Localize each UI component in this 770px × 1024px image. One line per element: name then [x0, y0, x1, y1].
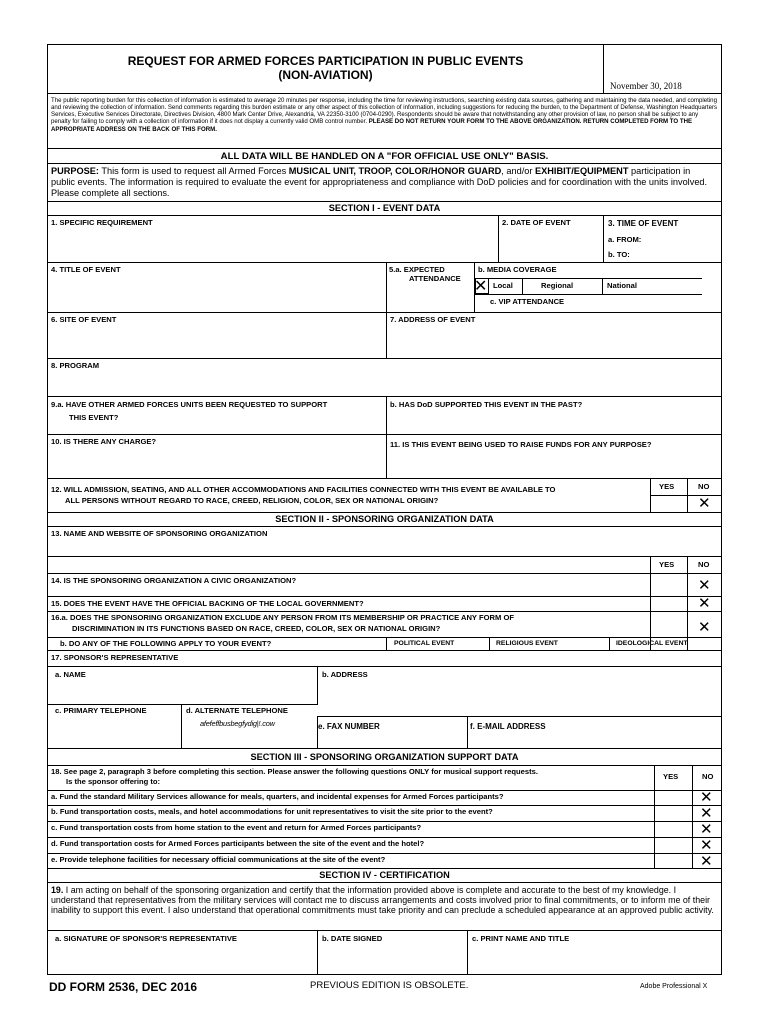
form-title-main: REQUEST FOR ARMED FORCES PARTICIPATION IN PUBLIC EVENTS: [127, 54, 524, 68]
col-divider: [467, 930, 468, 975]
yes-header: YES: [659, 482, 675, 491]
media-national-label: National: [607, 281, 637, 290]
col-divider: [498, 215, 499, 262]
checkbox-q12-no[interactable]: ✕: [698, 494, 711, 512]
field-3a-label: a. FROM:: [608, 235, 642, 244]
rule: [48, 930, 721, 931]
no-header: NO: [702, 772, 714, 781]
input-signature[interactable]: [49, 946, 315, 973]
field-5c-label: c. VIP ATTENDANCE: [490, 297, 565, 306]
col-divider: [386, 312, 387, 358]
col-divider: [609, 637, 610, 650]
rule: [48, 853, 721, 854]
previous-edition-note: PREVIOUS EDITION IS OBSOLETE.: [310, 980, 469, 991]
certification-statement: [51, 885, 715, 915]
field-1-label: 1. SPECIFIC REQUIREMENT: [51, 218, 153, 227]
field-3-label: 3. TIME OF EVENT: [608, 219, 679, 228]
no-header: NO: [698, 482, 710, 491]
certification-number: 19.: [51, 885, 64, 895]
rule: [48, 556, 721, 557]
field-3b-label: b. TO:: [608, 250, 630, 259]
field-9b-label: b. HAS DoD SUPPORTED THIS EVENT IN THE PAST?: [390, 400, 583, 409]
form-number: DD FORM 2536, DEC 2016: [49, 980, 198, 994]
field-16a-label-2: DISCRIMINATION IN ITS FUNCTIONS BASED ON RACE, CREED, COLOR, SEX OR NATIONAL ORIGIN?: [72, 624, 441, 633]
checkbox-q14-no[interactable]: ✕: [698, 576, 711, 594]
input-rep-name[interactable]: [49, 682, 315, 702]
rule: [48, 650, 721, 651]
field-15-label: 15. DOES THE EVENT HAVE THE OFFICIAL BACKING OF THE LOCAL GOVERNMENT?: [51, 599, 364, 608]
input-specific-requirement[interactable]: [49, 230, 497, 260]
field-14-label: 14. IS THE SPONSORING ORGANIZATION A CIVIC ORGANIZATION?: [51, 576, 297, 585]
input-date-signed[interactable]: [319, 946, 465, 973]
field-9a-label-2: THIS EVENT?: [69, 413, 119, 422]
input-title-of-event[interactable]: [49, 277, 384, 311]
rule: [48, 148, 721, 149]
field-17-label: 17. SPONSOR'S REPRESENTATIVE: [51, 653, 179, 662]
field-12-label-1: 12. WILL ADMISSION, SEATING, AND ALL OTHER ACCOMMODATIONS AND FACILITIES CONNECTED WITH THIS EVENT BE AVAILABLE TO: [51, 485, 556, 494]
rule: [317, 716, 721, 717]
option-political-event[interactable]: POLITICAL EVENT: [394, 640, 455, 647]
input-time-from[interactable]: [652, 233, 720, 246]
section-3-heading: SECTION III - SPONSORING ORGANIZATION SUPPORT DATA: [250, 752, 519, 762]
rule: [48, 478, 721, 479]
field-18a-label: a. Fund the standard Military Services allowance for meals, quarters, and incidental expenses for Armed Forces participants?: [51, 792, 504, 801]
field-17d-label: d. ALTERNATE TELEPHONE: [186, 706, 288, 715]
field-17f-label: f. E-MAIL ADDRESS: [470, 722, 546, 731]
checkbox-q18e-no[interactable]: ✕: [700, 852, 713, 870]
rule: [48, 93, 721, 94]
field-16b-label: b. DO ANY OF THE FOLLOWING APPLY TO YOUR EVENT?: [60, 639, 272, 648]
rule: [48, 868, 721, 869]
col-divider: [522, 278, 523, 294]
rule: [48, 611, 721, 612]
form-title-sub: (NON-AVIATION): [278, 67, 373, 82]
field-19c-label: c. PRINT NAME AND TITLE: [472, 934, 570, 943]
col-divider: [602, 278, 603, 294]
field-5b-label: b. MEDIA COVERAGE: [478, 265, 557, 274]
field-7-label: 7. ADDRESS OF EVENT: [390, 315, 476, 324]
checkbox-q16a-no[interactable]: ✕: [698, 618, 711, 636]
col-divider: [386, 262, 387, 312]
col-divider: [317, 930, 318, 975]
checkbox-q18b-no[interactable]: ✕: [700, 804, 713, 822]
purpose-statement: [51, 166, 716, 199]
col-divider: [650, 556, 651, 650]
no-header: NO: [698, 560, 710, 569]
field-19b-label: b. DATE SIGNED: [322, 934, 383, 943]
field-6-label: 6. SITE OF EVENT: [51, 315, 117, 324]
input-expected-attendance[interactable]: [388, 285, 472, 310]
input-any-charge[interactable]: [49, 449, 384, 477]
rule: [48, 434, 721, 435]
purpose-text-2: , and/or: [501, 166, 536, 176]
field-18-label-2: Is the sponsor offering to:: [66, 777, 161, 786]
input-rep-address[interactable]: [319, 682, 720, 714]
checkbox-q18c-no[interactable]: ✕: [700, 820, 713, 838]
input-date-of-event[interactable]: [500, 230, 602, 260]
certification-text: I am acting on behalf of the sponsoring organization and certify that the information provided above is complete and accurate to the best of my knowledge. I understand that representatives from the military services will contact me to discuss arrangements and costs involved prior to final commitments, or to inform me of their inability to support this event. I also understand that operational commitments must take priority and can preclude a scheduled appearance at an approved public activity.: [51, 885, 714, 916]
rule: [48, 526, 721, 527]
col-divider: [386, 637, 387, 650]
col-divider: [386, 396, 387, 434]
burden-statement: [51, 97, 718, 133]
rule: [48, 704, 318, 705]
input-site-of-event[interactable]: [49, 327, 384, 357]
input-sponsor-name-website[interactable]: [49, 541, 649, 555]
field-4-label: 4. TITLE OF EVENT: [51, 265, 121, 274]
rule: [48, 790, 721, 791]
field-5a-label-2: ATTENDANCE: [409, 274, 461, 283]
yes-header: YES: [659, 560, 675, 569]
col-divider: [467, 716, 468, 748]
rule: [48, 396, 721, 397]
rule: [48, 637, 721, 638]
field-17c-label: c. PRIMARY TELEPHONE: [55, 706, 147, 715]
input-vip-attendance[interactable]: [590, 296, 720, 310]
col-divider: [317, 666, 318, 704]
input-raise-funds[interactable]: [388, 452, 720, 477]
col-divider: [687, 556, 688, 650]
input-print-name-title[interactable]: [469, 946, 720, 973]
software-note: Adobe Professional X: [640, 983, 708, 990]
rule: [48, 201, 721, 202]
field-13-label: 13. NAME AND WEBSITE OF SPONSORING ORGANIZATION: [51, 529, 268, 538]
purpose-text-1: This form is used to request all Armed Forces: [99, 166, 289, 176]
col-divider: [386, 434, 387, 478]
input-alternate-telephone[interactable]: afefeffbusbegfydig|!.cow: [200, 719, 275, 728]
media-local-label: Local: [493, 281, 513, 290]
col-divider: [603, 215, 604, 262]
form-title: [48, 55, 603, 83]
input-email-address[interactable]: [469, 733, 720, 747]
field-9a-label-1: 9.a. HAVE OTHER ARMED FORCES UNITS BEEN REQUESTED TO SUPPORT: [51, 400, 328, 409]
rule: [48, 215, 721, 216]
rule: [48, 262, 721, 263]
checkbox-q18a-no[interactable]: ✕: [700, 788, 713, 806]
field-10-label: 10. IS THERE ANY CHARGE?: [51, 437, 157, 446]
media-regional-label: Regional: [541, 281, 574, 290]
input-address-of-event[interactable]: [388, 327, 720, 357]
burden-text: The public reporting burden for this collection of information is estimated to average 20 minutes per response, including the time for reviewing instructions, searching existing data sources, gathering and maintaining the data needed, and completing and reviewing the collection of information. Send comments regarding this burden estimate or any other aspect of this collection of information, including suggestions for reducing the burden, to the Department of Defense, Washington Headquarters Services, Executive Services Directorate, Directives Division, 4800 Mark Center Drive, Alexandria, VA 22350-3100 (0704-0290). Respondents should be aware that notwithstanding any other provision of law, no person shall be subject to any penalty for failing to comply with a collection of information if it does not display a currently valid OMB control number.: [51, 97, 718, 126]
section-4-heading: SECTION IV - CERTIFICATION: [319, 870, 450, 880]
checkbox-q18d-no[interactable]: ✕: [700, 836, 713, 854]
rule: [48, 765, 721, 766]
input-primary-telephone[interactable]: [49, 718, 179, 746]
input-program[interactable]: [49, 373, 719, 395]
field-11-label: 11. IS THIS EVENT BEING USED TO RAISE FUNDS FOR ANY PURPOSE?: [390, 440, 652, 449]
rule: [48, 512, 721, 513]
section-2-heading: SECTION II - SPONSORING ORGANIZATION DATA: [275, 514, 494, 524]
yes-header: YES: [663, 772, 679, 781]
rule: [48, 163, 721, 164]
col-divider: [181, 704, 182, 748]
rule: [48, 805, 721, 806]
col-divider: [317, 716, 318, 748]
rule: [48, 821, 721, 822]
rule: [475, 294, 702, 295]
field-19a-label: a. SIGNATURE OF SPONSOR'S REPRESENTATIVE: [55, 934, 237, 943]
field-18e-label: e. Provide telephone facilities for necessary official communications at the site of the event?: [51, 855, 386, 864]
purpose-bold-2: EXHIBIT/EQUIPMENT: [535, 166, 629, 176]
field-18b-label: b. Fund transportation costs, meals, and hotel accommodations for unit representatives to visit the site prior to the event?: [51, 807, 493, 816]
field-12-label-2: ALL PERSONS WITHOUT REGARD TO RACE, CREED, RELIGION, COLOR, SEX OR NATIONAL ORIGIN?: [65, 496, 439, 505]
input-fax-number[interactable]: [319, 733, 466, 747]
field-18-label-1: 18. See page 2, paragraph 3 before completing this section. Please answer the following questions ONLY for musical support requests.: [51, 767, 538, 776]
field-17a-label: a. NAME: [55, 670, 86, 679]
rule: [48, 596, 721, 597]
burden-bold: PLEASE DO NOT RETURN YOUR FORM TO THE ABOVE ORGANIZATION. RETURN COMPLETED FORM TO THE APPROPRIATE ADDRESS ON THE BACK OF THIS FORM.: [51, 118, 693, 133]
rule: [475, 278, 702, 279]
rule: [48, 312, 721, 313]
official-use-banner: ALL DATA WILL BE HANDLED ON A "FOR OFFICIAL USE ONLY" BASIS.: [220, 151, 549, 162]
rule: [48, 837, 721, 838]
option-religious-event[interactable]: RELIGIOUS EVENT: [496, 640, 558, 647]
field-16a-label-1: 16.a. DOES THE SPONSORING ORGANIZATION EXCLUDE ANY PERSON FROM ITS MEMBERSHIP OR PRACTICE ANY FORM OF: [51, 613, 514, 622]
rule: [48, 358, 721, 359]
field-2-label: 2. DATE OF EVENT: [502, 218, 571, 227]
check-mark-icon: ✕: [474, 276, 488, 295]
option-ideological-event[interactable]: IDEOLOGICAL EVENT: [616, 640, 688, 647]
purpose-label: PURPOSE:: [51, 166, 99, 176]
field-5a-label-1: 5.a. EXPECTED: [389, 265, 445, 274]
rule: [48, 573, 721, 574]
col-divider: [489, 637, 490, 650]
input-time-to[interactable]: [652, 248, 720, 261]
checkbox-q12-yes[interactable]: [651, 496, 686, 511]
field-17b-label: b. ADDRESS: [322, 670, 368, 679]
rule: [48, 882, 721, 883]
field-18d-label: d. Fund transportation costs for Armed Forces participants between the site of the event and the hotel?: [51, 839, 425, 848]
checkbox-q15-no[interactable]: ✕: [698, 594, 711, 612]
form-date: November 30, 2018: [610, 81, 682, 91]
field-8-label: 8. PROGRAM: [51, 361, 100, 370]
field-18c-label: c. Fund transportation costs from home station to the event and return for Armed Forces participants?: [51, 823, 422, 832]
purpose-bold-1: MUSICAL UNIT, TROOP, COLOR/HONOR GUARD: [288, 166, 502, 176]
rule: [48, 748, 721, 749]
purpose-text-3: participation in public events. The information is required to evaluate the event for appropriateness and compliance with DoD policies and for coordination with the units involved. Please complete all sections.: [51, 166, 708, 199]
header-divider: [603, 44, 604, 93]
section-1-heading: SECTION I - EVENT DATA: [328, 203, 441, 213]
rule: [48, 666, 721, 667]
field-17e-label: e. FAX NUMBER: [318, 722, 380, 731]
